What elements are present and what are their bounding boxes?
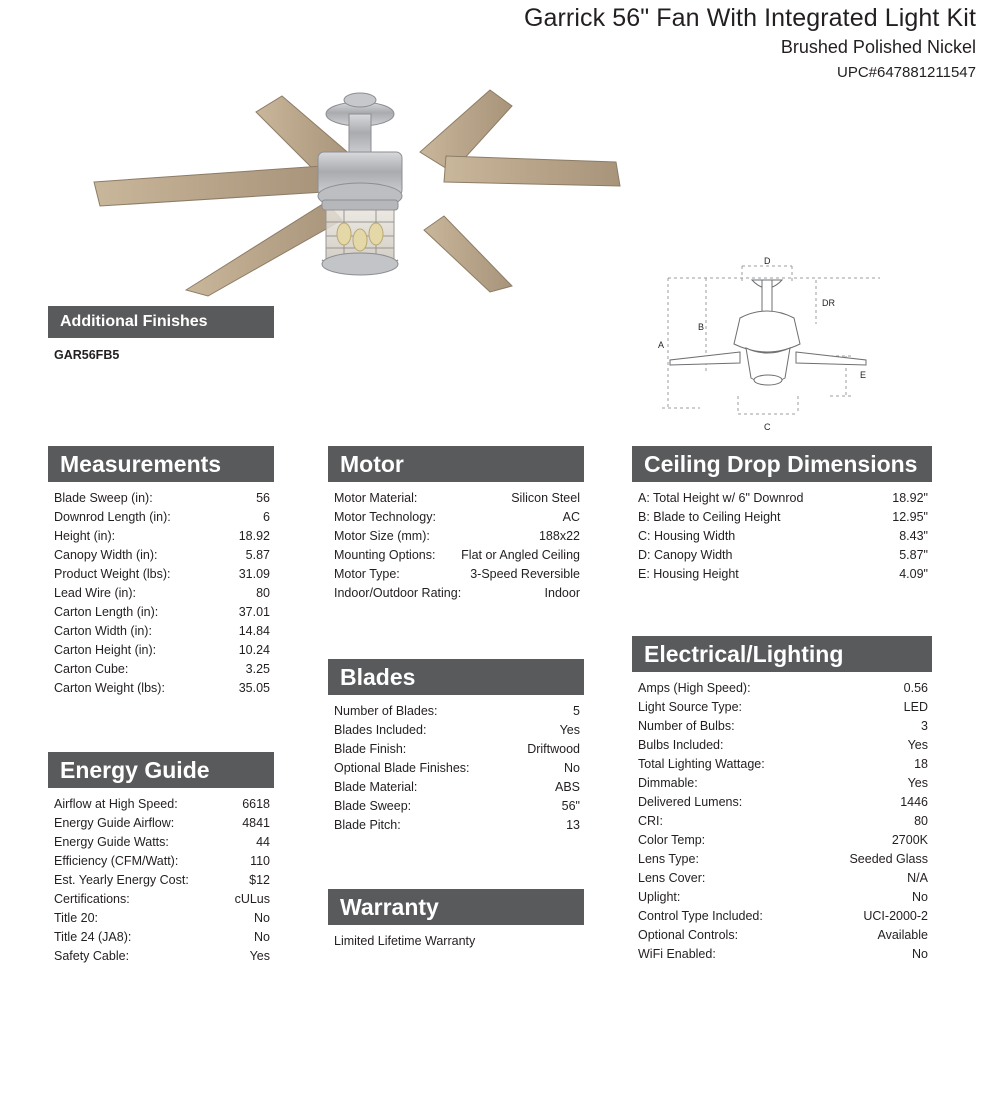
table-row <box>328 759 584 778</box>
right-column <box>632 446 932 986</box>
table-row <box>48 890 274 909</box>
row-value: 31.09 <box>238 567 270 581</box>
table-row <box>632 736 932 755</box>
table-row <box>632 831 932 850</box>
table-row <box>48 584 274 603</box>
table-row <box>48 928 274 947</box>
row-label: Mounting Options: <box>334 548 436 562</box>
row-label: Motor Size (mm): <box>334 529 430 543</box>
table-row <box>328 527 584 546</box>
additional-finishes-block <box>48 306 274 362</box>
row-label: Energy Guide Airflow: <box>54 816 175 830</box>
diagram-label-a: A <box>658 340 665 350</box>
row-value: No <box>912 947 928 961</box>
electrical-lighting-block <box>632 636 932 964</box>
row-label: Motor Material: <box>334 491 418 505</box>
motor-heading: Motor <box>328 446 584 482</box>
table-row <box>328 702 584 721</box>
left-column <box>48 446 274 988</box>
table-row <box>48 527 274 546</box>
table-row <box>48 814 274 833</box>
row-value: 3 <box>921 719 928 733</box>
warranty-block <box>328 889 584 951</box>
row-label: Indoor/Outdoor Rating: <box>334 586 462 600</box>
table-row <box>48 871 274 890</box>
motor-block <box>328 446 584 603</box>
row-label: Carton Cube: <box>54 662 129 676</box>
row-label: Canopy Width (in): <box>54 548 158 562</box>
row-label: E: Housing Height <box>638 567 739 581</box>
measurements-heading: Measurements <box>48 446 274 482</box>
table-row <box>48 833 274 852</box>
table-row <box>632 698 932 717</box>
row-label: Lens Type: <box>638 852 699 866</box>
table-row <box>632 926 932 945</box>
diagram-label-c: C <box>764 422 771 432</box>
table-row <box>632 869 932 888</box>
row-value: 10.24 <box>238 643 270 657</box>
row-value: 5.87" <box>899 548 928 562</box>
row-value: No <box>564 761 580 775</box>
row-label: Carton Width (in): <box>54 624 152 638</box>
row-label: D: Canopy Width <box>638 548 733 562</box>
row-value: 56" <box>561 799 580 813</box>
row-label: Title 20: <box>54 911 99 925</box>
diagram-label-b: B <box>698 322 705 332</box>
table-row <box>632 888 932 907</box>
row-label: Blade Material: <box>334 780 418 794</box>
blades-block <box>328 659 584 835</box>
row-label: Number of Bulbs: <box>638 719 735 733</box>
ceiling-drop-rows <box>632 489 932 584</box>
row-value: No <box>912 890 928 904</box>
row-label: Blades Included: <box>334 723 427 737</box>
row-value: Seeded Glass <box>849 852 928 866</box>
ceiling-drop-block <box>632 446 932 584</box>
row-label: C: Housing Width <box>638 529 736 543</box>
table-row <box>48 603 274 622</box>
row-label: Optional Controls: <box>638 928 739 942</box>
ceiling-drop-heading: Ceiling Drop Dimensions <box>632 446 932 482</box>
table-row <box>48 508 274 527</box>
table-row <box>328 489 584 508</box>
row-label: Efficiency (CFM/Watt): <box>54 854 179 868</box>
table-row <box>632 907 932 926</box>
table-row <box>48 546 274 565</box>
table-row <box>48 947 274 966</box>
table-row <box>632 717 932 736</box>
table-row <box>632 774 932 793</box>
row-value: 4.09" <box>899 567 928 581</box>
row-value: 188x22 <box>538 529 580 543</box>
row-value: 6618 <box>242 797 270 811</box>
row-label: Uplight: <box>638 890 681 904</box>
table-row <box>632 850 932 869</box>
energy-guide-rows <box>48 795 274 966</box>
row-value: 37.01 <box>238 605 270 619</box>
row-value: 5 <box>573 704 580 718</box>
row-value: Driftwood <box>527 742 580 756</box>
row-value: No <box>254 930 270 944</box>
row-value: UCI-2000-2 <box>863 909 928 923</box>
measurements-block <box>48 446 274 698</box>
table-row <box>48 679 274 698</box>
row-label: Light Source Type: <box>638 700 743 714</box>
row-value: 18.92 <box>238 529 270 543</box>
row-value: 4841 <box>242 816 270 830</box>
row-value: 5.87 <box>245 548 270 562</box>
table-row <box>328 721 584 740</box>
row-value: cULus <box>234 892 270 906</box>
row-value: 18 <box>914 757 928 771</box>
row-label: Title 24 (JA8): <box>54 930 132 944</box>
diagram-label-dr: DR <box>822 298 835 308</box>
table-row <box>328 508 584 527</box>
row-value: 80 <box>256 586 270 600</box>
ceiling-drop-diagram <box>640 256 980 432</box>
table-row <box>632 565 932 584</box>
energy-guide-heading: Energy Guide <box>48 752 274 788</box>
row-value: Available <box>877 928 928 942</box>
row-value: 1446 <box>900 795 928 809</box>
row-value: 3.25 <box>245 662 270 676</box>
table-row <box>48 852 274 871</box>
measurements-rows <box>48 489 274 698</box>
row-label: Downrod Length (in): <box>54 510 171 524</box>
row-label: Lens Cover: <box>638 871 706 885</box>
row-label: Est. Yearly Energy Cost: <box>54 873 189 887</box>
row-label: Carton Height (in): <box>54 643 157 657</box>
row-value: 56 <box>256 491 270 505</box>
table-row <box>328 816 584 835</box>
row-value: 13 <box>566 818 580 832</box>
table-row <box>48 622 274 641</box>
row-label: A: Total Height w/ 6" Downrod <box>638 491 804 505</box>
table-row <box>48 660 274 679</box>
row-label: Total Lighting Wattage: <box>638 757 765 771</box>
table-row <box>48 641 274 660</box>
table-row <box>632 679 932 698</box>
row-label: Control Type Included: <box>638 909 763 923</box>
table-row <box>632 812 932 831</box>
table-row <box>328 797 584 816</box>
row-label: Safety Cable: <box>54 949 130 963</box>
table-row <box>48 795 274 814</box>
row-value: 14.84 <box>238 624 270 638</box>
warranty-rows <box>328 932 584 951</box>
motor-rows <box>328 489 584 603</box>
row-value: N/A <box>907 871 928 885</box>
row-value: 8.43" <box>899 529 928 543</box>
table-row <box>632 527 932 546</box>
row-label: Motor Type: <box>334 567 400 581</box>
table-row <box>48 565 274 584</box>
row-label: Airflow at High Speed: <box>54 797 178 811</box>
row-value: ABS <box>554 780 580 794</box>
row-value: 80 <box>914 814 928 828</box>
row-value: Yes <box>907 776 928 790</box>
row-label: B: Blade to Ceiling Height <box>638 510 781 524</box>
row-label: Blade Pitch: <box>334 818 401 832</box>
row-label: Blade Sweep (in): <box>54 491 153 505</box>
row-value: Yes <box>559 723 580 737</box>
row-value: 2700K <box>891 833 928 847</box>
row-value: Indoor <box>544 586 580 600</box>
electrical-lighting-rows <box>632 679 932 964</box>
table-row <box>328 778 584 797</box>
energy-guide-block <box>48 752 274 966</box>
row-label: Motor Technology: <box>334 510 436 524</box>
row-value: No <box>254 911 270 925</box>
row-label: Number of Blades: <box>334 704 438 718</box>
table-row <box>48 909 274 928</box>
table-row <box>328 740 584 759</box>
finish-code: GAR56FB5 <box>54 348 120 362</box>
row-value: 44 <box>256 835 270 849</box>
row-value: 110 <box>250 854 270 868</box>
finish-subtitle: Brushed Polished Nickel <box>780 36 976 57</box>
table-row <box>632 793 932 812</box>
row-value: Silicon Steel <box>511 491 580 505</box>
table-row <box>328 565 584 584</box>
page-title: Garrick 56" Fan With Integrated Light Kit <box>523 4 976 32</box>
row-label: CRI: <box>638 814 663 828</box>
row-value: 6 <box>263 510 270 524</box>
row-label: Certifications: <box>54 892 130 906</box>
row-value: LED <box>903 700 928 714</box>
row-label: Dimmable: <box>638 776 698 790</box>
row-label: Energy Guide Watts: <box>54 835 169 849</box>
table-row <box>328 584 584 603</box>
additional-finishes-heading: Additional Finishes <box>48 306 274 338</box>
diagram-label-e: E <box>860 370 867 380</box>
row-label: WiFi Enabled: <box>638 947 716 961</box>
blades-heading: Blades <box>328 659 584 695</box>
table-row <box>328 546 584 565</box>
row-value: $12 <box>249 873 270 887</box>
diagram-label-d: D <box>764 256 771 266</box>
row-value: 35.05 <box>238 681 270 695</box>
row-label: Optional Blade Finishes: <box>334 761 470 775</box>
electrical-lighting-heading: Electrical/Lighting <box>632 636 932 672</box>
row-label: Height (in): <box>54 529 116 543</box>
row-label: Carton Weight (lbs): <box>54 681 165 695</box>
blades-rows <box>328 702 584 835</box>
middle-column <box>328 446 584 973</box>
row-label: Product Weight (lbs): <box>54 567 171 581</box>
upc-code: UPC#647881211547 <box>836 63 976 81</box>
table-row <box>632 755 932 774</box>
table-row <box>632 945 932 964</box>
row-value: Yes <box>249 949 270 963</box>
warranty-heading: Warranty <box>328 889 584 925</box>
table-row <box>632 489 932 508</box>
row-label: Amps (High Speed): <box>638 681 751 695</box>
product-image <box>60 34 660 294</box>
row-value: 0.56 <box>903 681 928 695</box>
table-row <box>632 546 932 565</box>
table-row <box>632 508 932 527</box>
row-value: Flat or Angled Ceiling <box>461 548 580 562</box>
row-label: Carton Length (in): <box>54 605 159 619</box>
row-value: AC <box>562 510 580 524</box>
table-row <box>48 489 274 508</box>
row-label: Lead Wire (in): <box>54 586 136 600</box>
row-label: Bulbs Included: <box>638 738 724 752</box>
row-label: Delivered Lumens: <box>638 795 743 809</box>
row-value: 3-Speed Reversible <box>470 567 580 581</box>
row-label: Color Temp: <box>638 833 706 847</box>
row-label: Blade Finish: <box>334 742 407 756</box>
row-value: Yes <box>907 738 928 752</box>
warranty-text: Limited Lifetime Warranty <box>334 934 476 948</box>
row-value: 12.95" <box>892 510 928 524</box>
row-label: Blade Sweep: <box>334 799 412 813</box>
row-value: 18.92" <box>892 491 928 505</box>
